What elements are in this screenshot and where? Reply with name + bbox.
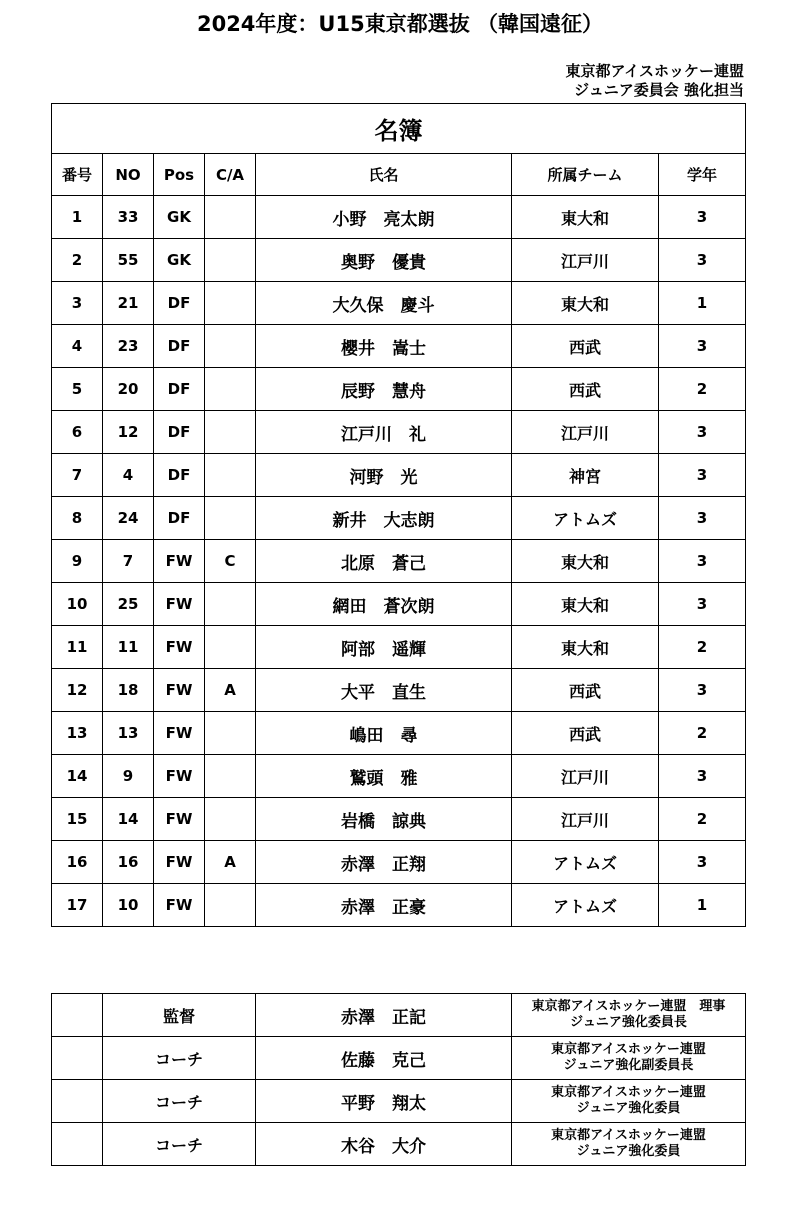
staff-name: 木谷 大介 [256,1123,512,1166]
cell-grade: 3 [659,841,746,884]
cell-team: 東大和 [512,196,659,239]
table-row [52,884,746,927]
cell-position: DF [154,325,205,368]
cell-position: DF [154,368,205,411]
staff-affiliation-line1: 東京都アイスホッケー連盟 理事 [531,999,726,1014]
header-position: Pos [154,154,205,196]
cell-number: 2 [52,239,103,282]
cell-grade: 3 [659,755,746,798]
cell-jersey-no: 21 [103,282,154,325]
cell-team: 東大和 [512,583,659,626]
header-captain: C/A [205,154,256,196]
cell-player-name: 嶋田 尋 [256,712,512,755]
staff-row [52,1123,746,1166]
organization-name: 東京都アイスホッケー連盟 [565,62,744,80]
staff-blank-cell [52,994,103,1037]
cell-position: FW [154,626,205,669]
cell-player-name: 小野 亮太朗 [256,196,512,239]
cell-player-name: 網田 蒼次朗 [256,583,512,626]
staff-role: コーチ [103,1037,256,1080]
cell-team: アトムズ [512,841,659,884]
organization-department: ジュニア委員会 強化担当 [574,81,744,99]
cell-number: 14 [52,755,103,798]
roster-table [51,103,746,927]
cell-player-name: 大久保 慶斗 [256,282,512,325]
cell-position: DF [154,497,205,540]
cell-number: 7 [52,454,103,497]
cell-number: 3 [52,282,103,325]
organization-block [565,62,744,100]
cell-team: アトムズ [512,884,659,927]
cell-position: FW [154,755,205,798]
cell-captain [205,325,256,368]
cell-number: 4 [52,325,103,368]
table-row [52,454,746,497]
staff-affiliation-line1: 東京都アイスホッケー連盟 [551,1085,706,1100]
cell-team: 江戸川 [512,798,659,841]
cell-player-name: 河野 光 [256,454,512,497]
cell-captain [205,368,256,411]
cell-number: 15 [52,798,103,841]
cell-team: 西武 [512,368,659,411]
cell-team: 東大和 [512,540,659,583]
cell-captain [205,239,256,282]
table-row [52,540,746,583]
cell-number: 11 [52,626,103,669]
cell-number: 1 [52,196,103,239]
cell-position: FW [154,798,205,841]
cell-position: DF [154,411,205,454]
cell-number: 13 [52,712,103,755]
cell-player-name: 辰野 慧舟 [256,368,512,411]
cell-grade: 3 [659,497,746,540]
staff-affiliation-line2: ジュニア強化副委員長 [563,1058,694,1073]
cell-captain [205,798,256,841]
staff-affiliation [512,1123,746,1166]
cell-player-name: 北原 蒼己 [256,540,512,583]
cell-player-name: 赤澤 正豪 [256,884,512,927]
cell-grade: 1 [659,282,746,325]
cell-captain [205,196,256,239]
cell-jersey-no: 23 [103,325,154,368]
staff-role: 監督 [103,994,256,1037]
cell-position: FW [154,669,205,712]
staff-affiliation-line2: ジュニア強化委員 [576,1144,681,1159]
table-row [52,325,746,368]
cell-grade: 3 [659,454,746,497]
cell-team: 西武 [512,669,659,712]
cell-jersey-no: 24 [103,497,154,540]
cell-jersey-no: 13 [103,712,154,755]
table-row [52,497,746,540]
cell-jersey-no: 16 [103,841,154,884]
cell-team: 東大和 [512,626,659,669]
cell-captain [205,884,256,927]
cell-position: FW [154,540,205,583]
cell-team: 東大和 [512,282,659,325]
cell-position: FW [154,841,205,884]
table-row [52,282,746,325]
header-number: 番号 [52,154,103,196]
cell-captain: A [205,841,256,884]
cell-number: 10 [52,583,103,626]
cell-player-name: 奥野 優貴 [256,239,512,282]
cell-position: DF [154,454,205,497]
cell-grade: 3 [659,583,746,626]
cell-player-name: 江戸川 礼 [256,411,512,454]
cell-jersey-no: 25 [103,583,154,626]
cell-captain [205,626,256,669]
table-row [52,712,746,755]
table-row [52,196,746,239]
cell-player-name: 鷲頭 雅 [256,755,512,798]
staff-row [52,1037,746,1080]
staff-affiliation [512,1080,746,1123]
table-row [52,755,746,798]
staff-blank-cell [52,1080,103,1123]
cell-team: 西武 [512,325,659,368]
cell-grade: 3 [659,239,746,282]
cell-player-name: 新井 大志朗 [256,497,512,540]
staff-role: コーチ [103,1080,256,1123]
cell-grade: 2 [659,798,746,841]
cell-captain [205,454,256,497]
cell-number: 8 [52,497,103,540]
table-row [52,798,746,841]
cell-team: アトムズ [512,497,659,540]
cell-jersey-no: 20 [103,368,154,411]
staff-blank-cell [52,1037,103,1080]
cell-position: FW [154,884,205,927]
cell-jersey-no: 14 [103,798,154,841]
cell-grade: 3 [659,196,746,239]
cell-grade: 1 [659,884,746,927]
cell-player-name: 櫻井 嵩士 [256,325,512,368]
header-jersey-no: NO [103,154,154,196]
cell-number: 6 [52,411,103,454]
cell-grade: 2 [659,626,746,669]
cell-jersey-no: 33 [103,196,154,239]
staff-affiliation-line2: ジュニア強化委員 [576,1101,681,1116]
staff-row [52,1080,746,1123]
cell-jersey-no: 9 [103,755,154,798]
table-row [52,669,746,712]
cell-grade: 3 [659,540,746,583]
cell-jersey-no: 12 [103,411,154,454]
cell-team: 江戸川 [512,755,659,798]
staff-role: コーチ [103,1123,256,1166]
staff-affiliation [512,994,746,1037]
table-row [52,626,746,669]
cell-number: 17 [52,884,103,927]
cell-team: 西武 [512,712,659,755]
roster-caption: 名簿 [52,104,746,154]
cell-number: 5 [52,368,103,411]
cell-grade: 2 [659,712,746,755]
cell-team: 神宮 [512,454,659,497]
roster-header-row [52,154,746,196]
cell-captain: C [205,540,256,583]
cell-captain [205,282,256,325]
table-row [52,411,746,454]
cell-jersey-no: 11 [103,626,154,669]
table-row [52,239,746,282]
cell-captain [205,583,256,626]
cell-captain [205,411,256,454]
table-row [52,841,746,884]
cell-grade: 3 [659,411,746,454]
cell-captain [205,712,256,755]
cell-jersey-no: 18 [103,669,154,712]
staff-blank-cell [52,1123,103,1166]
cell-player-name: 大平 直生 [256,669,512,712]
cell-player-name: 岩橋 諒典 [256,798,512,841]
cell-captain [205,497,256,540]
cell-team: 江戸川 [512,239,659,282]
cell-jersey-no: 10 [103,884,154,927]
cell-position: FW [154,583,205,626]
header-name: 氏名 [256,154,512,196]
staff-affiliation [512,1037,746,1080]
staff-affiliation-line1: 東京都アイスホッケー連盟 [551,1128,706,1143]
cell-position: GK [154,196,205,239]
cell-jersey-no: 7 [103,540,154,583]
staff-name: 佐藤 克己 [256,1037,512,1080]
cell-grade: 3 [659,325,746,368]
cell-position: GK [154,239,205,282]
staff-table [51,993,746,1166]
staff-row [52,994,746,1037]
cell-player-name: 赤澤 正翔 [256,841,512,884]
cell-jersey-no: 4 [103,454,154,497]
cell-captain [205,755,256,798]
table-row [52,583,746,626]
page-title: 2024年度：U15東京都選抜 （韓国遠征） [196,12,604,36]
cell-number: 16 [52,841,103,884]
cell-position: DF [154,282,205,325]
staff-name: 赤澤 正記 [256,994,512,1037]
header-team: 所属チーム [512,154,659,196]
cell-number: 12 [52,669,103,712]
cell-team: 江戸川 [512,411,659,454]
header-grade: 学年 [659,154,746,196]
cell-number: 9 [52,540,103,583]
cell-grade: 2 [659,368,746,411]
cell-player-name: 阿部 遥輝 [256,626,512,669]
staff-name: 平野 翔太 [256,1080,512,1123]
staff-affiliation-line1: 東京都アイスホッケー連盟 [551,1042,706,1057]
cell-position: FW [154,712,205,755]
staff-affiliation-line2: ジュニア強化委員長 [570,1015,687,1030]
table-row [52,368,746,411]
cell-jersey-no: 55 [103,239,154,282]
cell-grade: 3 [659,669,746,712]
cell-captain: A [205,669,256,712]
